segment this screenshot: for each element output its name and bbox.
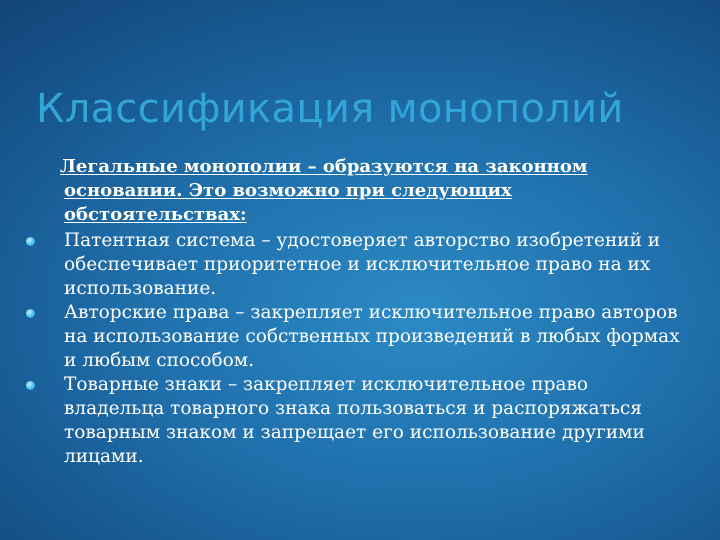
bullet-item-patent [20,229,680,301]
bullet-text: Товарные знаки – закрепляет исключительное право владельца товарного знака пользоваться и распоряжаться товарным знаком и запрещает его использование другими лицами. [64,374,645,467]
bullet-icon [26,381,35,390]
bullet-icon [26,309,35,318]
bullet-text: Патентная система – удостоверяет авторство изобретений и обеспечивает приоритетное и исключительное право на их использование. [64,230,661,299]
bullet-text: Авторские права – закрепляет исключительное право авторов на использование собственных произведений в любых формах и любым способом. [64,302,680,371]
bullet-item-trademark [20,373,680,469]
bullet-icon [26,237,35,246]
bullet-list [20,229,680,469]
slide-title: Классификация монополий [36,86,624,132]
bullet-item-copyright [20,301,680,373]
slide-content [20,155,680,469]
intro-text: Легальные монополии – образуются на законном основании. Это возможно при следующих обстоятельствах: [60,156,588,225]
